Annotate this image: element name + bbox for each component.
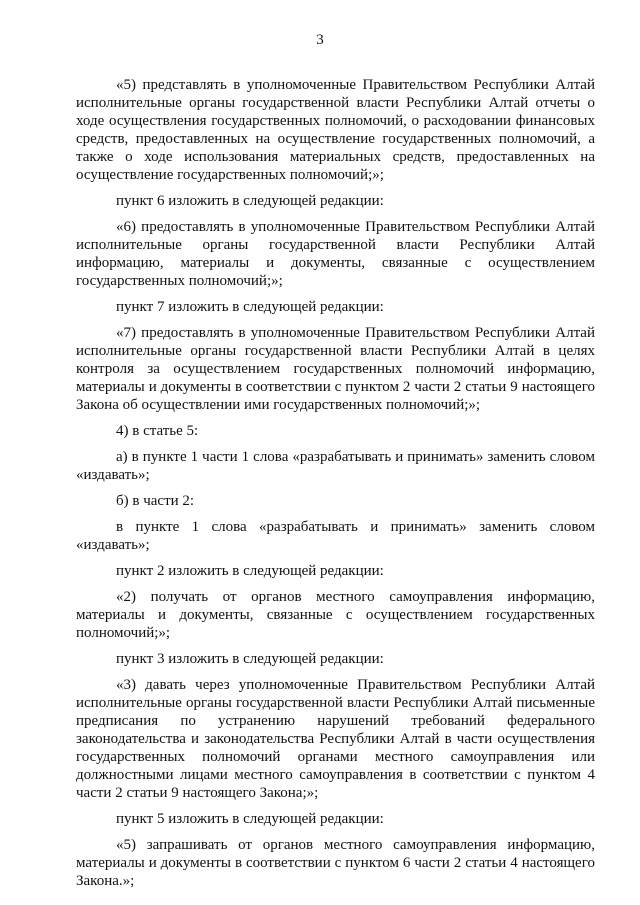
paragraph-item-2: «2) получать от органов местного самоуправления информацию, материалы и документы, связанные с осуществлением государственных полномочий;»; xyxy=(76,589,595,641)
paragraph-item-3: «3) давать через уполномоченные Правительством Республики Алтай исполнительные органы государственной власти Республики Алтай письменные предписания по устранению нарушений требований федерального законодательства и законодательства Республики Алтай в части осуществления государственных полномочий органами местного самоуправления или должностными лицами местного самоуправления в соответствии с пунктом 4 части 2 статьи 9 настоящего Закона;»; xyxy=(76,677,595,801)
paragraph-item-5-reports: «5) представлять в уполномоченные Правительством Республики Алтай исполнительные органы государственной власти Республики Алтай отчеты о ходе осуществления государственных полномочий, о расходовании финансовых средств, предоставленных на осуществление государственных полномочий, а также о ходе использования материальных средств, предоставленных на осуществление государственных полномочий;»; xyxy=(76,77,595,183)
document-body xyxy=(76,76,595,890)
paragraph-amend-item-3: пункт 3 изложить в следующей редакции: xyxy=(116,651,384,667)
paragraph-amend-item-5: пункт 5 изложить в следующей редакции: xyxy=(116,811,384,827)
paragraph-subitem-b: б) в части 2: xyxy=(116,493,195,509)
paragraph-subitem-a: а) в пункте 1 части 1 слова «разрабатывать и принимать» заменить словом «издавать»; xyxy=(76,449,595,483)
paragraph-item-7: «7) предоставлять в уполномоченные Правительством Республики Алтай исполнительные органы государственной власти Республики Алтай в целях контроля за осуществлением государственных полномочий информацию, материалы и документы в соответствии с пунктом 2 части 2 статьи 9 настоящего Закона об осуществлении ими государственных полномочий;»; xyxy=(76,325,595,413)
paragraph-amend-item-6: пункт 6 изложить в следующей редакции: xyxy=(116,193,384,209)
paragraph-item-5-request: «5) запрашивать от органов местного самоуправления информацию, материалы и документы в соответствии с пунктом 6 части 2 статьи 4 настоящего Закона.»; xyxy=(76,837,595,889)
paragraph-item-6: «6) предоставлять в уполномоченные Правительством Республики Алтай исполнительные органы государственной власти Республики Алтай информацию, материалы и документы, связанные с осуществлением государственных полномочий;»; xyxy=(76,219,595,289)
paragraph-amend-item-7: пункт 7 изложить в следующей редакции: xyxy=(116,299,384,315)
paragraph-amend-item-2: пункт 2 изложить в следующей редакции: xyxy=(116,563,384,579)
page-number: 3 xyxy=(316,32,324,48)
paragraph-article-5: 4) в статье 5: xyxy=(116,423,199,439)
paragraph-item-1-replace: в пункте 1 слова «разрабатывать и принимать» заменить словом «издавать»; xyxy=(76,519,595,553)
